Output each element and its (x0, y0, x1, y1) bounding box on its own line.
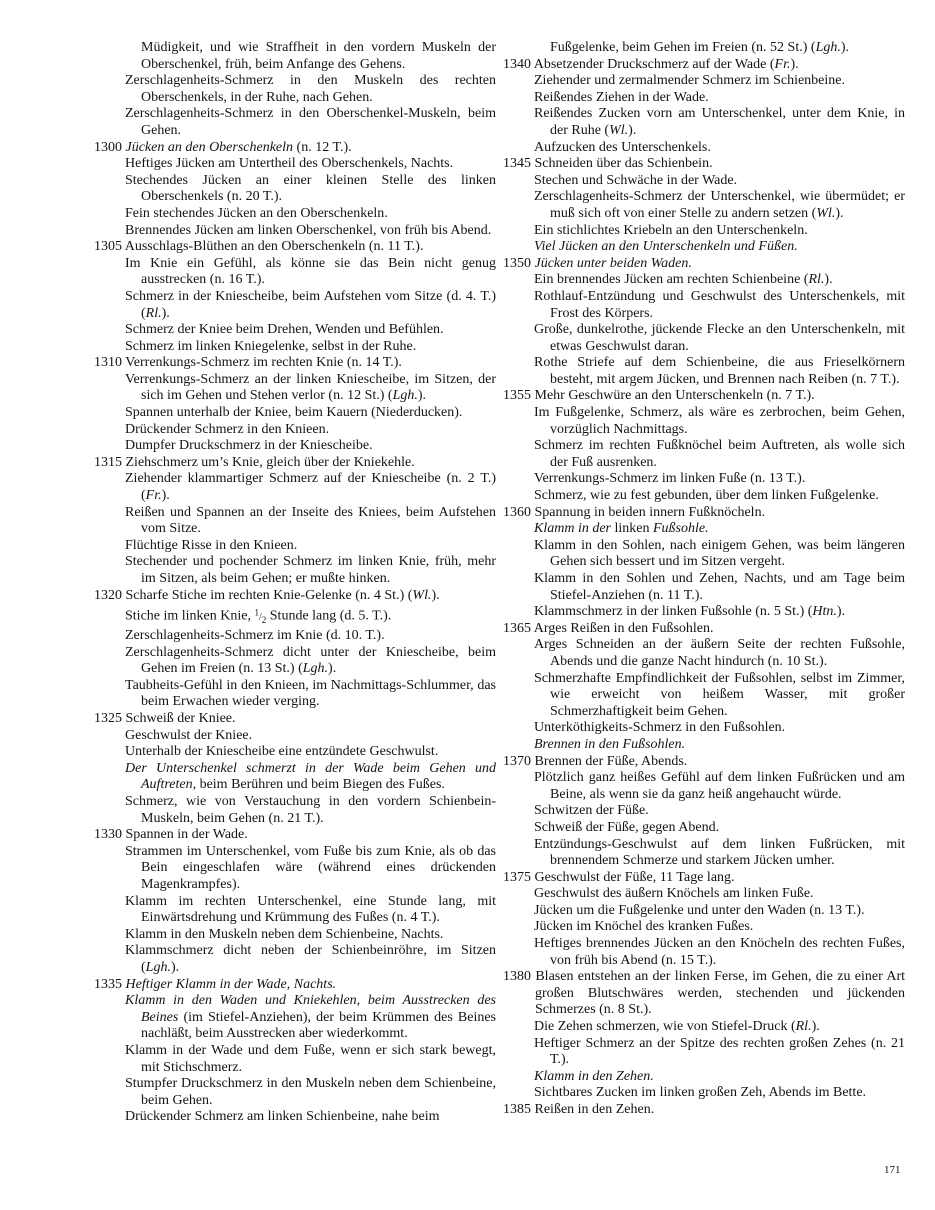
entry-text: Absetzender Druckschmerz auf der Wade ( (533, 56, 775, 72)
entry-text: Rothlauf-Entzündung und Geschwulst des Unterschenkels, mit Frost des Körpers. (534, 288, 905, 321)
symptom-entry (110, 678, 496, 711)
symptom-entry (519, 90, 905, 107)
entry-text: Im Knie ein Gefühl, als könne sie das Bein nicht genug ausstrecken (n. 16 T.). (125, 255, 496, 288)
italic-text: Wl. (609, 122, 629, 138)
entry-text: Entzündungs-Geschwulst auf dem linken Fußrücken, mit brennendem Schmerze und starkem Jücken umher. (534, 836, 905, 869)
symptom-entry (519, 720, 905, 737)
symptom-entry (110, 1043, 496, 1076)
italic-text: Lgh. (145, 959, 171, 975)
symptom-entry (519, 140, 905, 157)
symptom-entry (519, 571, 905, 604)
entry-text: Drückender Schmerz am linken Schienbeine, nahe beim (125, 1109, 440, 1125)
italic-text: Jücken unter beiden Waden. (534, 255, 692, 271)
symptom-entry (519, 803, 905, 820)
entry-number: 1320 (94, 587, 122, 603)
symptom-entry (519, 40, 905, 57)
entry-text: ). (417, 388, 427, 404)
symptom-entry (110, 106, 496, 139)
entry-text: Schmerz in der Kniescheibe, beim Aufstehen vom Sitze (d. 4. T.) ( (125, 288, 496, 321)
entry-text: Ziehender und zermalmender Schmerz im Schienbeine. (534, 73, 845, 89)
entry-text: Ausschlags-Blüthen an den Oberschenkeln (n. 11 T.). (124, 239, 424, 255)
italic-text: Htn. (812, 604, 837, 620)
symptom-entry (519, 671, 905, 721)
numbered-entry (503, 869, 905, 887)
numbered-entry (503, 969, 905, 1019)
entry-text: Brennen der Füße, Abends. (534, 753, 688, 769)
italic-text: Klamm in den Waden und Kniekehlen, beim Ausstrecken des Beines (125, 993, 496, 1025)
entry-text: Dumpfer Druckschmerz in der Kniescheibe. (125, 438, 373, 454)
italic-text: Wl. (816, 205, 836, 221)
left-column (94, 40, 496, 1126)
entry-number: 1350 (503, 255, 531, 271)
numbered-entry (503, 156, 905, 173)
symptom-entry (110, 173, 496, 206)
symptom-entry (110, 927, 496, 944)
symptom-entry (519, 538, 905, 571)
italic-text: Klamm in der (534, 521, 611, 537)
entry-text: ). (431, 587, 440, 603)
page-number: 171 (884, 1164, 901, 1176)
italic-text: Jücken an den Oberschenkeln (125, 139, 294, 155)
entry-text: Klammschmerz in der linken Fußsohle (n. 5 St.) ( (534, 604, 813, 620)
numbered-entry (503, 1102, 905, 1119)
entry-text: Heftiger Schmerz an der Spitze des rechten großen Zehes (n. 21 T.). (534, 1035, 905, 1068)
entry-text: Heftiges Jücken am Untertheil des Oberschenkels, Nachts. (125, 156, 454, 172)
symptom-entry (110, 604, 496, 628)
italic-text: Viel Jücken an den Unterschenkeln und Füßen. (534, 239, 798, 255)
numbered-entry (94, 239, 496, 256)
entry-number: 1315 (94, 454, 122, 470)
numbered-entry (503, 388, 905, 405)
italic-text: Fußsohle. (653, 521, 709, 537)
symptom-entry (110, 645, 496, 678)
entry-text: Schweiß der Kniee. (125, 711, 236, 727)
entry-number: 1330 (94, 827, 122, 843)
entry-text: Müdigkeit, und wie Straffheit in den vordern Muskeln der Oberschenkel, früh, beim Anfange des Gehens. (141, 40, 496, 72)
entry-text: Ein brennendes Jücken am rechten Schienbeine ( (534, 272, 809, 288)
symptom-entry (519, 1036, 905, 1069)
symptom-entry (110, 628, 496, 645)
italic-text: Lgh. (815, 40, 841, 55)
entry-text: Sichtbares Zucken im linken großen Zeh, Abends im Bette. (534, 1085, 867, 1101)
entry-text: Ziehschmerz um’s Knie, gleich über der Kniekehle. (125, 454, 415, 470)
entry-text: Jücken im Knöchel des kranken Fußes. (534, 919, 754, 935)
symptom-entry (519, 488, 905, 505)
numbered-entry (503, 753, 905, 771)
entry-text: ). (840, 40, 850, 55)
entry-text: Stechen und Schwäche in der Wade. (534, 172, 738, 188)
symptom-entry (519, 239, 905, 256)
entry-text: Verrenkungs-Schmerz im rechten Knie (n. 14 T.). (125, 355, 402, 371)
entry-text: Taubheits-Gefühl in den Knieen, im Nachmittags-Schlummer, das beim Erwachen wieder verging. (125, 677, 496, 710)
symptom-entry (519, 770, 905, 803)
entry-text: Schmerz im linken Kniegelenke, selbst in der Ruhe. (125, 338, 417, 354)
entry-text: ). (170, 959, 180, 975)
entry-text: Spannen in der Wade. (125, 827, 248, 843)
numbered-entry (94, 976, 496, 994)
symptom-entry (519, 1019, 905, 1036)
symptom-entry (110, 471, 496, 504)
entry-text: Verrenkungs-Schmerz im linken Fuße (n. 13 T.). (534, 471, 806, 487)
symptom-entry (519, 438, 905, 471)
entry-text: (im Stiefel-Anziehen), der beim Krümmen des Beines nachläßt, beim Ausstrecken aber wiederkommt. (141, 1009, 496, 1042)
entry-text: Große, dunkelrothe, jückende Flecke an den Unterschenkeln, mit etwas Geschwulst daran. (534, 322, 905, 354)
numbered-entry (503, 504, 905, 522)
entry-text: Geschwulst der Füße, 11 Tage lang. (534, 869, 735, 885)
symptom-entry (110, 405, 496, 422)
symptom-entry (110, 422, 496, 439)
entry-text: Strammen im Unterschenkel, vom Fuße bis zum Knie, als ob das Bein eingeschlafen wäre (während eines drückenden Magenkrampfes). (125, 843, 496, 893)
symptom-entry (110, 73, 496, 106)
entry-text: Schneiden über das Schienbein. (534, 156, 713, 172)
numbered-entry (94, 139, 496, 157)
entry-text: Schmerz im rechten Fußknöchel beim Auftreten, als wolle sich der Fuß ausrenken. (534, 438, 905, 470)
italic-text: Lgh. (302, 661, 329, 677)
italic-text: Rl. (795, 1019, 812, 1035)
numbered-entry (94, 587, 496, 605)
entry-text: ). (628, 122, 637, 138)
entry-text: Verrenkungs-Schmerz an der linken Kniescheibe, im Sitzen, der sich im Gehen und Stehen verlor (n. 12 St.) ( (125, 371, 496, 404)
entry-text: Blasen entstehen an der linken Ferse, im Gehen, die zu einer Art großen Blutschwäres werden, stechenden und jückenden Schmerzes (n. 8 St.). (535, 969, 905, 1018)
entry-text: Geschwulst der Kniee. (125, 727, 253, 743)
entry-number: 1370 (503, 753, 531, 769)
entry-text: Spannen unterhalb der Kniee, beim Kauern (Niederducken). (125, 405, 463, 421)
symptom-entry (519, 73, 905, 90)
symptom-entry (519, 637, 905, 670)
entry-text: Schmerz der Kniee beim Drehen, Wenden und Befühlen. (125, 322, 444, 338)
entry-text: ). (824, 272, 833, 288)
entry-text: Brennendes Jücken am linken Oberschenkel, von früh bis Abend. (125, 222, 492, 238)
symptom-entry (110, 728, 496, 745)
symptom-entry (110, 206, 496, 223)
entry-text: Reißendes Zucken vorn am Unterschenkel, unter dem Knie, in der Ruhe ( (534, 106, 905, 138)
numbered-entry (503, 56, 905, 74)
symptom-entry (110, 438, 496, 455)
entry-text: Jücken um die Fußgelenke und unter den Waden (n. 13 T.). (534, 902, 865, 918)
symptom-entry (110, 844, 496, 894)
entry-text: Schweiß der Füße, gegen Abend. (534, 819, 720, 835)
symptom-entry (110, 993, 496, 1043)
symptom-entry (519, 521, 905, 538)
entry-text: Mehr Geschwüre an den Unterschenkeln (n. 7 T.). (534, 388, 815, 404)
entry-text: ). (161, 305, 170, 321)
symptom-entry (519, 604, 905, 621)
entry-text: ). (835, 205, 844, 221)
entry-text: Schmerz, wie zu fest gebunden, über dem linken Fußgelenke. (534, 488, 879, 504)
symptom-entry (110, 322, 496, 339)
entry-text: ). (328, 661, 337, 677)
numbered-entry (503, 620, 905, 638)
numbered-entry (503, 255, 905, 273)
entry-text: Aufzucken des Unterschenkels. (534, 139, 711, 155)
symptom-entry (110, 894, 496, 927)
italic-text: Wl. (412, 587, 432, 603)
symptom-entry (110, 372, 496, 405)
entry-text: ). (161, 488, 170, 504)
entry-text: ). (790, 56, 799, 72)
symptom-entry (110, 1109, 496, 1126)
entry-text: Rothe Striefe auf dem Schienbeine, die aus Frieselkörnern besteht, mit argem Jücken, und Brennen nach Reiben (n. 7 T.). (534, 355, 905, 387)
entry-number: 1355 (503, 388, 531, 404)
entry-text: Stechendes Jücken an einer kleinen Stelle des linken Oberschenkels (n. 20 T.). (125, 172, 496, 205)
italic-text: Brennen in den Fußsohlen. (534, 736, 686, 752)
entry-text: Zerschlagenheits-Schmerz in den Oberschenkel-Muskeln, beim Gehen. (125, 106, 496, 138)
italic-text: Rl. (145, 305, 162, 321)
entry-number: 1385 (503, 1102, 531, 1117)
symptom-entry (110, 156, 496, 173)
symptom-entry (519, 1069, 905, 1086)
symptom-entry (110, 943, 496, 976)
symptom-entry (519, 322, 905, 355)
symptom-entry (110, 339, 496, 356)
symptom-entry (110, 40, 496, 73)
entry-number: 1340 (503, 56, 531, 72)
entry-text: Schmerz, wie von Verstauchung in den vordern Schienbein-Muskeln, beim Gehen (n. 21 T.). (125, 794, 496, 826)
symptom-entry (519, 820, 905, 837)
entry-text: Zerschlagenheits-Schmerz im Knie (d. 10. T.). (125, 628, 385, 644)
entry-text: Reißen in den Zehen. (534, 1102, 655, 1117)
entry-text: Reißen und Spannen an der Inseite des Kniees, beim Aufstehen vom Sitze. (125, 504, 496, 537)
symptom-entry (519, 886, 905, 903)
symptom-entry (110, 289, 496, 322)
symptom-entry (110, 794, 496, 827)
entry-number: 1380 (503, 969, 531, 985)
italic-text: Rl. (808, 272, 825, 288)
entry-text: Klamm in den Muskeln neben dem Schienbeine, Nachts. (125, 926, 444, 942)
entry-text: Arges Reißen in den Fußsohlen. (533, 620, 714, 636)
entry-number: 1310 (94, 355, 122, 371)
symptom-entry (110, 1076, 496, 1109)
symptom-entry (519, 936, 905, 969)
entry-text: Stunde lang (d. 5. T.). (266, 608, 392, 624)
entry-text: Klamm in der Wade und dem Fuße, wenn er sich stark bewegt, mit Stichschmerz. (125, 1042, 496, 1075)
entry-text: (n. 12 T.). (293, 139, 352, 155)
symptom-entry (110, 223, 496, 240)
entry-text: Fein stechendes Jücken an den Oberschenkeln. (125, 205, 388, 221)
entry-text: Ziehender klammartiger Schmerz auf der Kniescheibe (n. 2 T.) ( (125, 471, 496, 504)
entry-number: 1360 (503, 504, 531, 520)
entry-text: Geschwulst des äußern Knöchels am linken Fuße. (534, 886, 814, 902)
symptom-entry (519, 272, 905, 289)
italic-text: Heftiger Klamm in der Wade, Nachts. (125, 976, 337, 992)
symptom-entry (519, 903, 905, 920)
entry-text: Drückender Schmerz in den Knieen. (125, 421, 330, 437)
symptom-entry (519, 737, 905, 754)
symptom-entry (519, 106, 905, 139)
entry-text: Zerschlagenheits-Schmerz dicht unter der Kniescheibe, beim Gehen im Freien (n. 13 St.) ( (125, 644, 496, 677)
entry-text: Stumpfer Druckschmerz in den Muskeln neben dem Schienbeine, beim Gehen. (125, 1076, 496, 1108)
symptom-entry (519, 919, 905, 936)
right-column (503, 40, 905, 1119)
symptom-entry (519, 173, 905, 190)
entry-text: ). (836, 604, 846, 620)
fraction: $^1/_2$ (254, 607, 267, 625)
entry-text: Reißendes Ziehen in der Wade. (534, 89, 709, 105)
entry-text: Heftiges brennendes Jücken an den Knöcheln des rechten Fußes, von früh bis Abend (n. 15 T.). (534, 936, 905, 968)
entry-number: 1375 (503, 869, 531, 885)
entry-text: beim Berühren und beim Biegen des Fußes. (196, 777, 445, 793)
entry-text: Stechender und pochender Schmerz im linken Knie, früh, mehr im Sitzen, als beim Gehen; er mußte hinken. (125, 554, 496, 586)
entry-text: Plötzlich ganz heißes Gefühl auf dem linken Fußrücken und am Beine, als wenn sie da ganz heiß angehaucht würde. (534, 770, 905, 802)
symptom-entry (110, 538, 496, 555)
entry-text: Unterhalb der Kniescheibe eine entzündete Geschwulst. (125, 744, 439, 760)
entry-text: Schwitzen der Füße. (534, 803, 649, 819)
symptom-entry (519, 837, 905, 870)
entry-text: Fußgelenke, beim Gehen im Freien (n. 52 St.) ( (550, 40, 816, 55)
italic-text: Fr. (774, 56, 791, 72)
entry-text: Flüchtige Risse in den Knieen. (125, 537, 298, 553)
entry-text: Klamm in den Sohlen, nach einigem Gehen, was beim längeren Gehen sich bessert und im Sitzen vergeht. (534, 537, 905, 570)
symptom-entry (519, 1085, 905, 1102)
symptom-entry (110, 554, 496, 587)
entry-number: 1335 (94, 976, 122, 992)
entry-number: 1345 (503, 156, 531, 172)
entry-text: Stiche im linken Knie, (125, 608, 255, 624)
entry-number: 1300 (94, 139, 122, 155)
entry-text: Zerschlagenheits-Schmerz der Unterschenkel, wie übermüdet; er muß sich oft von einer Stelle zu andern setzen ( (534, 189, 905, 221)
entry-text: linken (611, 521, 653, 537)
entry-text: Klamm in den Sohlen und Zehen, Nachts, und am Tage beim Stiefel-Anziehen (n. 11 T.). (534, 571, 905, 603)
entry-text: Klammschmerz dicht neben der Schienbeinröhre, im Sitzen ( (125, 943, 496, 975)
italic-text: Lgh. (392, 388, 418, 404)
entry-text: Schmerzhafte Empfindlichkeit der Fußsohlen, selbst im Zimmer, wie erweicht von heißem Wasser, mit großer Schmerzhaftigkeit beim Gehen. (534, 670, 905, 719)
symptom-entry (519, 223, 905, 240)
entry-text: Die Zehen schmerzen, wie von Stiefel-Druck ( (534, 1019, 796, 1035)
symptom-entry (110, 256, 496, 289)
numbered-entry (94, 454, 496, 472)
numbered-entry (94, 355, 496, 372)
symptom-entry (519, 471, 905, 488)
symptom-entry (519, 355, 905, 388)
entry-number: 1325 (94, 711, 122, 727)
entry-text: Scharfe Stiche im rechten Knie-Gelenke (n. 4 St.) ( (125, 587, 413, 603)
italic-text: Der Unterschenkel schmerzt in der Wade beim Gehen und Auftreten, (125, 760, 496, 793)
italic-text: Fr. (145, 488, 162, 504)
entry-text: Ein stichlichtes Kriebeln an den Unterschenkeln. (534, 222, 808, 238)
symptom-entry (519, 405, 905, 438)
symptom-entry (110, 761, 496, 794)
entry-text: Im Fußgelenke, Schmerz, als wäre es zerbrochen, beim Gehen, vorzüglich Nachmittags. (534, 405, 905, 437)
numbered-entry (94, 711, 496, 728)
entry-text: Zerschlagenheits-Schmerz in den Muskeln des rechten Oberschenkels, in der Ruhe, nach Gehen. (125, 73, 496, 105)
entry-number: 1305 (94, 239, 122, 255)
symptom-entry (110, 744, 496, 761)
entry-text: Spannung in beiden innern Fußknöcheln. (534, 504, 766, 520)
symptom-entry (519, 289, 905, 322)
entry-text: Klamm im rechten Unterschenkel, eine Stunde lang, mit Einwärtsdrehung und Krümmung des Fußes (n. 4 T.). (125, 893, 496, 926)
italic-text: Klamm in den Zehen. (534, 1068, 654, 1084)
entry-text: Arges Schneiden an der äußern Seite der rechten Fußsohle, Abends und die ganze Nacht hindurch (n. 10 St.). (534, 637, 905, 669)
symptom-entry (519, 189, 905, 222)
entry-number: 1365 (503, 620, 531, 636)
entry-text: ). (811, 1019, 820, 1035)
symptom-entry (110, 505, 496, 538)
entry-text: Unterköthigkeits-Schmerz in den Fußsohlen. (534, 720, 786, 736)
numbered-entry (94, 827, 496, 844)
